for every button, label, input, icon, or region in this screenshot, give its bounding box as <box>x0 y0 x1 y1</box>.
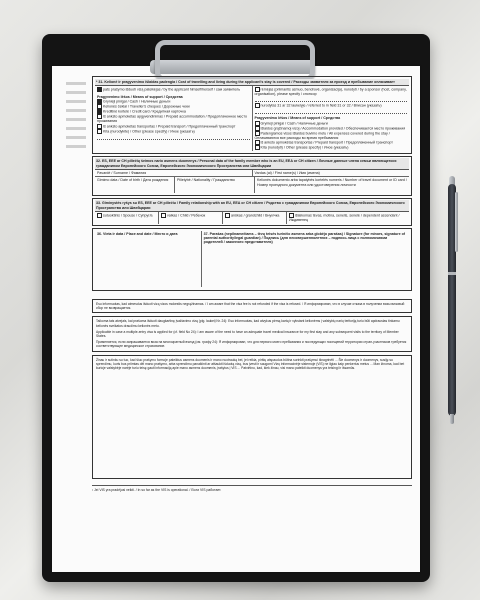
section-32-title: 32. ES, EEE ar CH piliečių šeimos nario asmens duomenys / Personal data of the family member who is an EU, EEA or CH citizen / Личные данные члена семьи являющегося гражданином Европейского Союза, Европейского Экономического Пространства или Швейцарии <box>95 158 409 170</box>
visa-application-form <box>92 76 412 492</box>
visa-fee-notice: Esu informuotas, kad atmesdus išduoti vizą vizos mokestis negrąžinamas. / I am aware that the visa fee is not refunded if the visa is refused. / Я информирован, что в случае отказа в получении визы визовый сбор не возвращается. <box>92 299 412 313</box>
declaration-text: Žinau ir sutinku su tuo, kad šiuo prašymo formoje pateiktus asmens duomenis ir mano nuotrauką bei, jei reikia, pirštų atspaudus būtina surinkti prašymui išnagrinėti ... Šie duomenys ir duomenys, susiję su sprendimu, kuris bus priimtas dėl mano prašymo, arba sprendimu panaikinti ar atšaukti išduotą vizą, bus įvesti ir saugomi Vizų informacinėje sistemoje (VIS) ne ilgiau kaip penkerius metus ... Man žinoma, kad bet kurioje valstybėje narėje turiu teisę gauti informaciją apie mano asmens duomenis, įrašytus į VIS ... Patvirtinu, kad, kiek žinau, visi mano pateikti duomenys yra teisingi ir išsamūs. <box>92 355 412 479</box>
surname-field[interactable]: Pavardė / Surname / Фамилия <box>95 170 253 176</box>
place-date-field[interactable]: 36. Vieta ir data / Place and date / Место и дата <box>95 231 202 287</box>
means-item: Kelionės čekiai / Traveller's cheques / Дорожные чеки <box>103 104 190 109</box>
insurance-notice-ru: Применяется, если запрашивается виза на многократный въезд (см. графу 24): Я информирован, что для первого моего пребывания и последующих посещений территории стран-участников требуется соответствующее медицинское страхование. <box>96 340 407 349</box>
means-item: Iš anksto apmokėtas transportas / Prepaid transport / Предоплаченный транспорт <box>260 140 393 145</box>
section-33-title: 33. Giminystės ryšys su ES, EEE ar CH piliečiu / Family relationship with an EU, EEA or CH citizen / Родство с гражданином Европейского Союза, Европейского Экономического Пространства или Швейцарии <box>95 200 409 212</box>
checkbox[interactable] <box>255 103 260 108</box>
means-item: Grynieji pinigai / Cash / Наличные деньги <box>103 99 171 104</box>
means-label: Pragyvenimo lėšos / Means of support / Средства <box>254 116 341 121</box>
checkbox[interactable] <box>97 213 102 218</box>
relationship-option: išlaikomas tėvas, motina, senelis, senelė / dependent ascendant / Иждивенец <box>289 213 400 223</box>
means-item: Išlaidos grąžinamoj vizoj / Accommodation provided / Обеспечивается место проживания <box>260 126 406 131</box>
insurance-notice <box>92 316 412 351</box>
sponsor-note: nurodytas 31 ar 32 laukelyje / referred to in field 31 or 32 / Вписан (указать) <box>260 103 382 108</box>
checkbox[interactable] <box>161 213 166 218</box>
means-item: Kita (nurodyti) / Other (please specify) / Иное (указать) <box>260 145 349 150</box>
section-place-signature <box>92 228 412 291</box>
dob-field[interactable]: Gimimo data / Date of birth / Дата рождения <box>95 177 175 193</box>
sponsor-column <box>253 86 410 151</box>
form-margin <box>64 76 88 488</box>
document-number-field[interactable]: Kelionės dokumento arba tapatybės kortelės numeris / Number of travel document or ID card / Номер проездного документа или удостоверения личности <box>257 178 407 187</box>
footnote: ¹ Jei VIS yra pradėjusi veikti. / In so far as the VIS is operational. / Если VIS работает. <box>92 485 412 492</box>
checkbox[interactable] <box>97 129 102 134</box>
insurance-notice-en: Applicable in case a multiple-entry visa is applied for (cf. field No 24): I am aware of the need to have an adequate travel medical insurance for my first stay and any subsequent visits to the territory of Member States. <box>96 329 399 339</box>
pen <box>446 176 458 426</box>
section-31-title: * 31. Kelionė ir pragyvenimo išlaidas padengia / Cost of travelling and living during the applicant's stay is covered / Расходы заявителя за проезд и пребывание оплачивает <box>95 79 409 86</box>
checkbox[interactable] <box>255 145 260 150</box>
applicant-column <box>95 86 253 151</box>
sponsor-label: rėmėjas (priimantis asmuo, bendrovė, organizacija), nurodyti / by a sponsor (host, company, organisation), please specify / спонсор <box>254 87 407 96</box>
means-item: Iš anksto apmokėtas apgyvendinimas / Prepaid accommodation / Предоплаченное место проживания <box>97 114 247 124</box>
section-33-relationship <box>92 198 412 226</box>
relationship-option: vaikas / Child / Ребенок <box>167 213 206 218</box>
means-item: Iš anksto apmokėtas transportas / Prepaid transport / Предоплаченный транспорт <box>103 124 236 129</box>
relationship-option: anūkas / grandchild / Внук/чка <box>231 213 280 218</box>
first-name-field[interactable]: Vardas (ai) / First name(s) / Имя (имена) <box>254 170 320 175</box>
means-item: Kita (nurodykite) / Other (please specify) / Иное (указать) <box>103 129 195 134</box>
section-32-family-data <box>92 156 412 196</box>
means-item: Grynieji pinigai / Cash / Наличные деньги <box>260 121 328 126</box>
means-item: Kreditinė kortelė / Credit card / Кредитная карточка <box>103 109 186 114</box>
applicant-label: pats prašymo išduoti vizą pateikėjas / by the applicant himself/herself / сам заявитель <box>103 87 241 92</box>
means-item: Padengiamos visos išlaidos buvimo metu / All expenses covered during the stay / Оплачиваются все расходы во время пребывания <box>254 131 390 140</box>
nationality-field[interactable]: Pilietybė / Nationality / Гражданство <box>175 177 255 193</box>
checkbox[interactable] <box>97 87 102 92</box>
insurance-notice-lt: Taikoma tais atvejais, kai prašoma išduoti daugkartinę įvažiavimo vizą (plg. laukelį Nr. 24): Esu informuotas, kad atvykus pirmą kartą ir vykstant kelionėms į valstybių narių teritoriją turiu būti apdraustas tinkamu kelionės sveikatos draudimu kelionės metu. <box>96 319 400 328</box>
relationship-option: sutuoktinis / Spouse / Супруг/а <box>103 213 153 218</box>
means-label: Pragyvenimo lėšos / Means of support / Средства <box>97 94 183 99</box>
signature-field[interactable]: 37. Parašas (nepilnamečiams – tėvų teisės turinčio asmens arba globėjo parašas) / Signature (for minors, signature of parental authority/legal guardian) / Подпись (для несовершеннолетних – подпись лица с полномочиями родителей / законного представителя) <box>203 231 405 245</box>
section-31-costs <box>92 76 412 154</box>
checkbox[interactable] <box>225 213 230 218</box>
